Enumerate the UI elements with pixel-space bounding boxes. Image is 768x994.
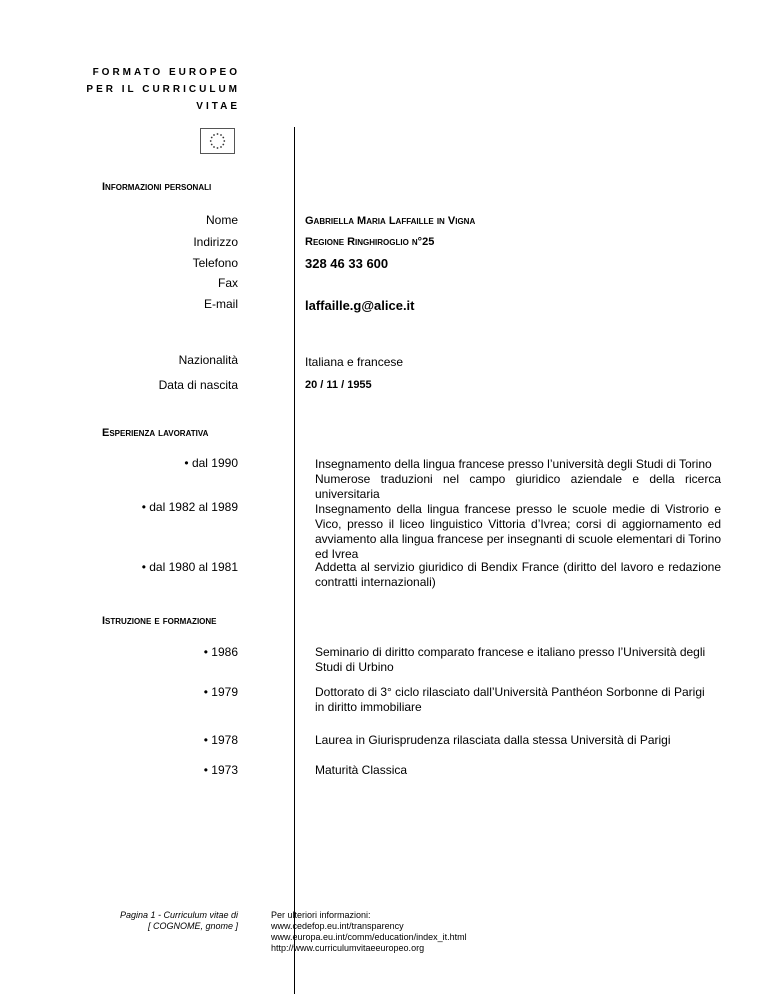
nationality-label: Nazionalità — [178, 353, 238, 367]
vertical-divider — [294, 127, 295, 994]
work-period: • dal 1982 al 1989 — [141, 500, 238, 514]
footer-page-info — [0, 910, 238, 932]
education-year: • 1973 — [203, 763, 238, 777]
header-title-line-3: VITAE — [196, 101, 240, 112]
footer-link-europa[interactable]: www.europa.eu.int/comm/education/index_it.html — [271, 932, 467, 942]
section-title-work: Esperienza lavorativa — [102, 427, 209, 439]
phone-label: Telefono — [192, 256, 238, 270]
nationality-value: Italiana e francese — [305, 355, 404, 369]
education-description: Maturità Classica — [315, 763, 408, 777]
education-description: Seminario di diritto comparato francese e italiano presso l’Università degli Studi di Urbino — [315, 645, 706, 674]
name-value: Gabriella Maria Laffaille in Vigna — [305, 215, 476, 227]
work-period: • dal 1990 — [184, 456, 238, 470]
email-label: E-mail — [203, 297, 238, 311]
footer-info-label: Per ulteriori informazioni: — [271, 910, 371, 920]
name-label: Nome — [205, 213, 238, 227]
education-year: • 1986 — [203, 645, 238, 659]
section-title-education: Istruzione e formazione — [102, 615, 217, 627]
address-value: Regione Ringhiroglio n°25 — [305, 236, 435, 248]
phone-value: 328 46 33 600 — [305, 256, 389, 271]
education-description: Laurea in Giurisprudenza rilasciata dalla stessa Università di Parigi — [315, 733, 671, 747]
birth-date-value: 20 / 11 / 1955 — [305, 379, 372, 391]
header-title-line-2: PER IL CURRICULUM — [86, 84, 240, 95]
footer-link-cedefop[interactable]: www.cedefop.eu.int/transparency — [271, 921, 404, 931]
education-year: • 1979 — [203, 685, 238, 699]
footer-link-cv-europeo[interactable]: http://www.curriculumvitaeeuropeo.org — [271, 943, 425, 953]
work-period: • dal 1980 al 1981 — [141, 560, 238, 574]
footer-page-line: Pagina 1 - Curriculum vitae di — [119, 910, 238, 920]
education-year: • 1978 — [203, 733, 238, 747]
work-description: Addetta al servizio giuridico di Bendix France (diritto del lavoro e redazione contratti internazionali) — [315, 560, 721, 589]
birth-date-label: Data di nascita — [158, 378, 238, 392]
eu-flag-icon — [200, 128, 235, 154]
email-value: laffaille.g@alice.it — [305, 298, 415, 313]
header-title-line-1: FORMATO EUROPEO — [92, 67, 240, 78]
eu-stars-circle-icon — [201, 129, 234, 153]
footer-name-placeholder: [ COGNOME, gnome ] — [147, 921, 238, 931]
work-description: Insegnamento della lingua francese presso le scuole medie di Vistrorio e Vico, presso il liceo linguistico Vittoria d’Ivrea; corsi di aggiornamento ed avviamento alla lingua francese per insegnanti di scuole elementari di Torino ed Ivrea — [315, 502, 721, 561]
education-description: Dottorato di 3° ciclo rilasciato dall’Università Panthéon Sorbonne di Parigi in diritto immobiliare — [315, 685, 705, 714]
fax-label: Fax — [217, 276, 238, 290]
section-title-personal: Informazioni personali — [102, 181, 212, 193]
work-description: Insegnamento della lingua francese presso l’università degli Studi di Torino Numerose traduzioni nel campo giuridico aziendale e della ricerca universitaria — [315, 457, 721, 501]
address-label: Indirizzo — [193, 235, 238, 249]
footer-links — [271, 910, 467, 954]
